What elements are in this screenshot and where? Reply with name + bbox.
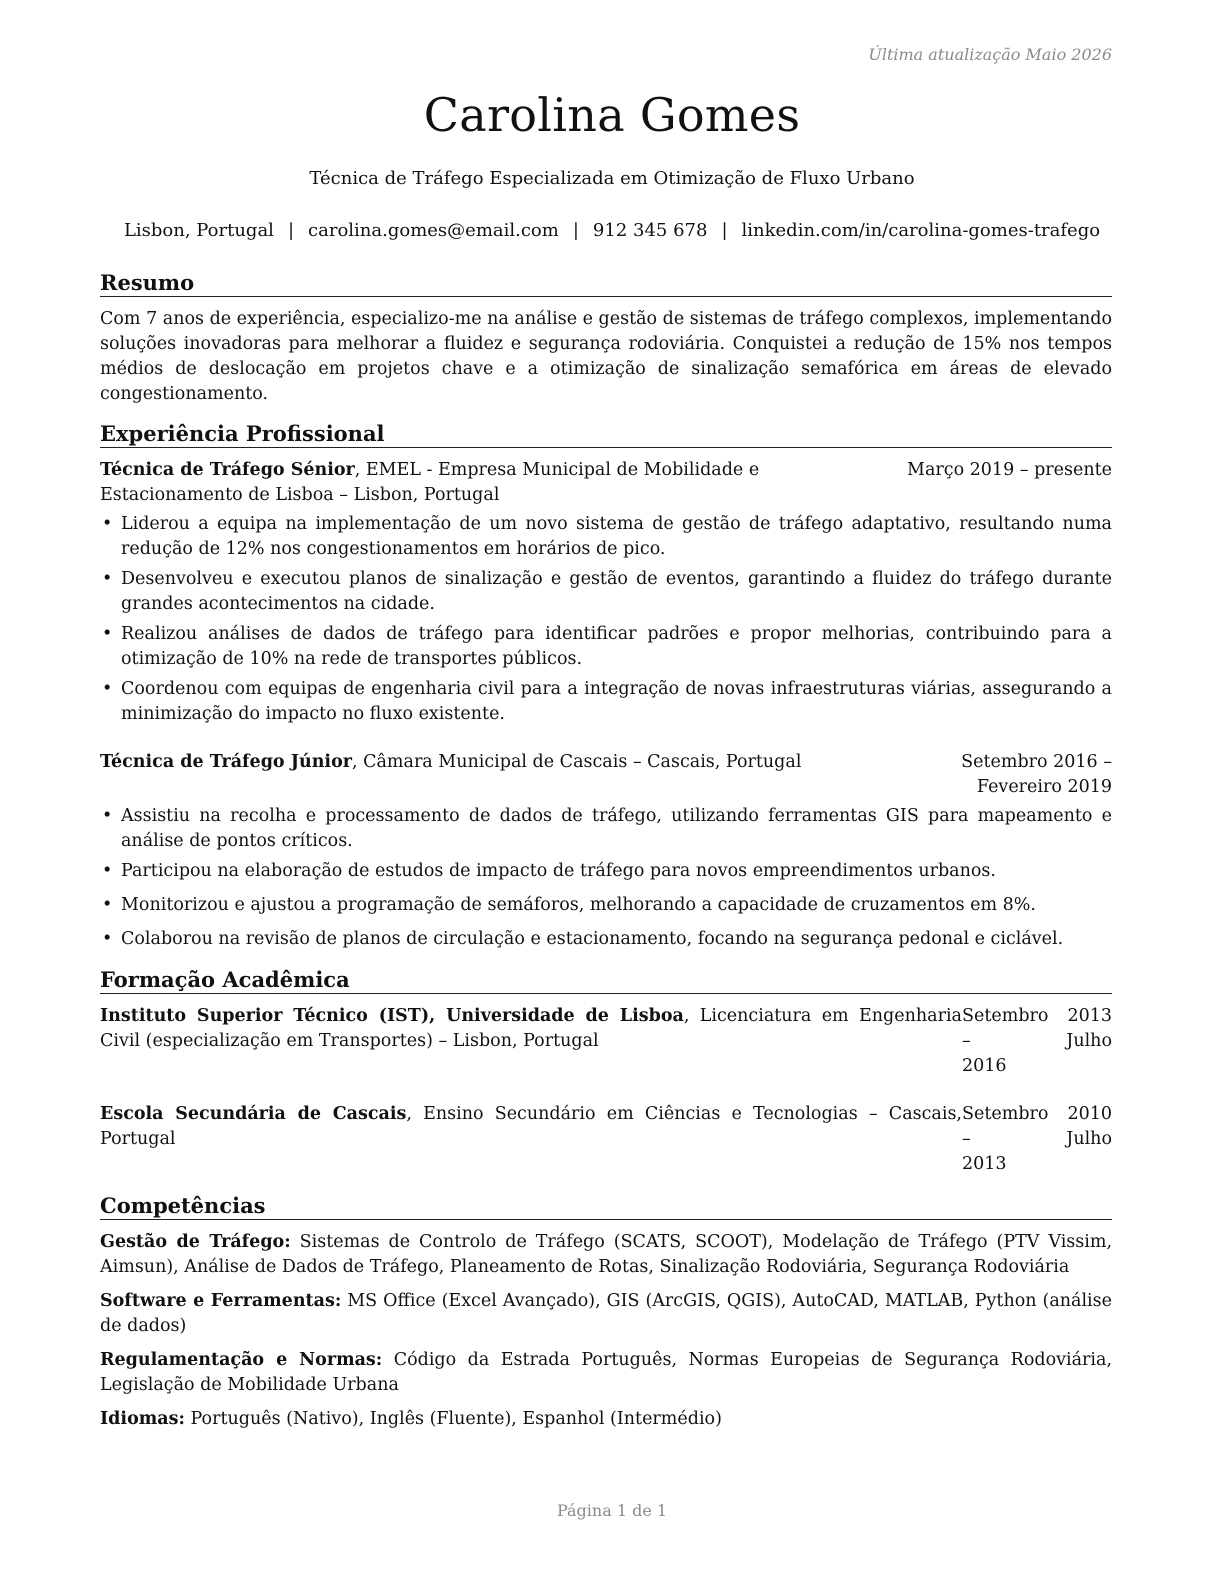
list-item: • Assistiu na recolha e processamento de dados de tráfego, utilizando ferramentas GIS para mapeamento e análise de pontos críticos. bbox=[100, 804, 1112, 854]
education-dates-line: Setembro 2013 – Julho bbox=[962, 1006, 1112, 1051]
education-entry bbox=[100, 1004, 1112, 1079]
list-item: • Coordenou com equipas de engenharia civil para a integração de novas infraestruturas viárias, assegurando a minimização do impacto no fluxo existente. bbox=[100, 677, 1112, 727]
job-role: Técnica de Tráfego Sénior bbox=[100, 460, 355, 480]
education-dates-line: Setembro 2010 – Julho bbox=[962, 1104, 1112, 1149]
section-title-education: Formação Acadêmica bbox=[100, 967, 1112, 994]
skill-label: Software e Ferramentas: bbox=[100, 1291, 342, 1311]
education-title-line bbox=[100, 1102, 962, 1177]
job-bullets bbox=[100, 512, 1112, 727]
job-title-line bbox=[100, 750, 872, 800]
contact-separator: | bbox=[287, 220, 295, 241]
section-title-skills: Competências bbox=[100, 1193, 1112, 1220]
list-item: • Desenvolveu e executou planos de sinalização e gestão de eventos, garantindo a fluidez do tráfego durante grandes acontecimentos na cidade. bbox=[100, 567, 1112, 617]
job-entry bbox=[100, 750, 1112, 952]
skill-text: Português (Nativo), Inglês (Fluente), Espanhol (Intermédio) bbox=[184, 1409, 722, 1429]
job-dates: Setembro 2016 – Fevereiro 2019 bbox=[961, 752, 1112, 797]
job-header bbox=[100, 750, 1112, 800]
skill-text: Sistemas de Controlo de Tráfego (SCATS, SCOOT), Modelação de Tráfego (PTV Vissim, Aimsun), Análise de Dados de Tráfego, Planeamento de Rotas, Sinalização Rodoviária, Segurança Rodoviária bbox=[100, 1232, 1113, 1277]
job-org: , Câmara Municipal de Cascais – Cascais, Portugal bbox=[351, 752, 802, 772]
contact-separator: | bbox=[721, 220, 728, 241]
skill-line bbox=[100, 1289, 1112, 1339]
skill-label: Gestão de Tráfego: bbox=[100, 1232, 291, 1252]
job-header bbox=[100, 458, 1112, 508]
education-degree: , Licenciatura em Engenharia Civil (especialização em Transportes) – Lisbon, Portugal bbox=[100, 1006, 962, 1051]
education-dates bbox=[962, 1004, 1112, 1079]
skills-section bbox=[100, 1193, 1112, 1432]
experience-section bbox=[100, 421, 1112, 952]
list-item: • Realizou análises de dados de tráfego para identificar padrões e propor melhorias, contribuindo para a otimização de 10% na rede de transportes públicos. bbox=[100, 622, 1112, 672]
summary-text: Com 7 anos de experiência, especializo-me na análise e gestão de sistemas de tráfego complexos, implementando soluções inovadoras para melhorar a fluidez e segurança rodoviária. Conquistei a redução de 15% nos tempos médios de deslocação em projetos chave e a otimização de sinalização semafórica em áreas de elevado congestionamento. bbox=[100, 309, 1113, 404]
skill-line bbox=[100, 1348, 1112, 1398]
skill-text: MS Office (Excel Avançado), GIS (ArcGIS, QGIS), AutoCAD, MATLAB, Python (análise de dados) bbox=[100, 1291, 1112, 1336]
job-role: Técnica de Tráfego Júnior bbox=[100, 752, 352, 772]
list-item: • Monitorizou e ajustou a programação de semáforos, melhorando a capacidade de cruzamentos em 8%. bbox=[100, 893, 1112, 918]
skill-line bbox=[100, 1407, 1112, 1432]
skill-label: Regulamentação e Normas: bbox=[100, 1350, 383, 1370]
education-degree: , Ensino Secundário em Ciências e Tecnologias – Cascais, Portugal bbox=[100, 1104, 962, 1149]
job-bullets bbox=[100, 804, 1112, 952]
headline: Técnica de Tráfego Especializada em Otimização de Fluxo Urbano bbox=[309, 168, 915, 189]
list-item: • Liderou a equipa na implementação de um novo sistema de gestão de tráfego adaptativo, resultando numa redução de 12% nos congestionamentos em horários de pico. bbox=[100, 512, 1112, 562]
contact-location: Lisbon, Portugal bbox=[123, 220, 274, 241]
last-updated: Última atualização Maio 2026 bbox=[868, 45, 1112, 64]
candidate-name: Carolina Gomes bbox=[423, 88, 801, 142]
section-title-summary: Resumo bbox=[100, 270, 1112, 297]
contact-separator: | bbox=[572, 220, 579, 241]
skill-line bbox=[100, 1230, 1112, 1280]
page-number: Página 1 de 1 bbox=[556, 1501, 668, 1520]
education-dates-year: 2013 bbox=[962, 1154, 1007, 1174]
education-school: Escola Secundária de Cascais bbox=[100, 1104, 407, 1124]
contact-phone[interactable]: 912 345 678 bbox=[592, 220, 708, 241]
skill-label: Idiomas: bbox=[100, 1409, 185, 1429]
job-dates: Março 2019 – presente bbox=[907, 460, 1112, 480]
education-school: Instituto Superior Técnico (IST), Universidade de Lisboa bbox=[100, 1006, 684, 1026]
skill-text: Código da Estrada Português, Normas Europeias de Segurança Rodoviária, Legislação de Mobilidade Urbana bbox=[100, 1350, 1113, 1395]
resume-content bbox=[100, 270, 1112, 1441]
job-title-line bbox=[100, 458, 907, 508]
education-dates bbox=[962, 1102, 1112, 1177]
education-title-line bbox=[100, 1004, 962, 1079]
list-item: • Participou na elaboração de estudos de impacto de tráfego para novos empreendimentos urbanos. bbox=[100, 859, 1112, 884]
section-title-experience: Experiência Profissional bbox=[100, 421, 1112, 448]
education-entry bbox=[100, 1102, 1112, 1177]
list-item: • Colaborou na revisão de planos de circulação e estacionamento, focando na segurança pedonal e ciclável. bbox=[100, 927, 1112, 952]
contact-line bbox=[0, 220, 1224, 241]
contact-email[interactable]: carolina.gomes@email.com bbox=[308, 220, 559, 241]
job-entry bbox=[100, 458, 1112, 727]
job-org: , EMEL - Empresa Municipal de Mobilidade e Estacionamento de Lisboa – Lisbon, Portugal bbox=[100, 460, 760, 505]
summary-section bbox=[100, 270, 1112, 407]
contact-linkedin[interactable]: linkedin.com/in/carolina-gomes-trafego bbox=[741, 220, 1101, 241]
education-section bbox=[100, 967, 1112, 1177]
education-dates-year: 2016 bbox=[962, 1056, 1007, 1076]
